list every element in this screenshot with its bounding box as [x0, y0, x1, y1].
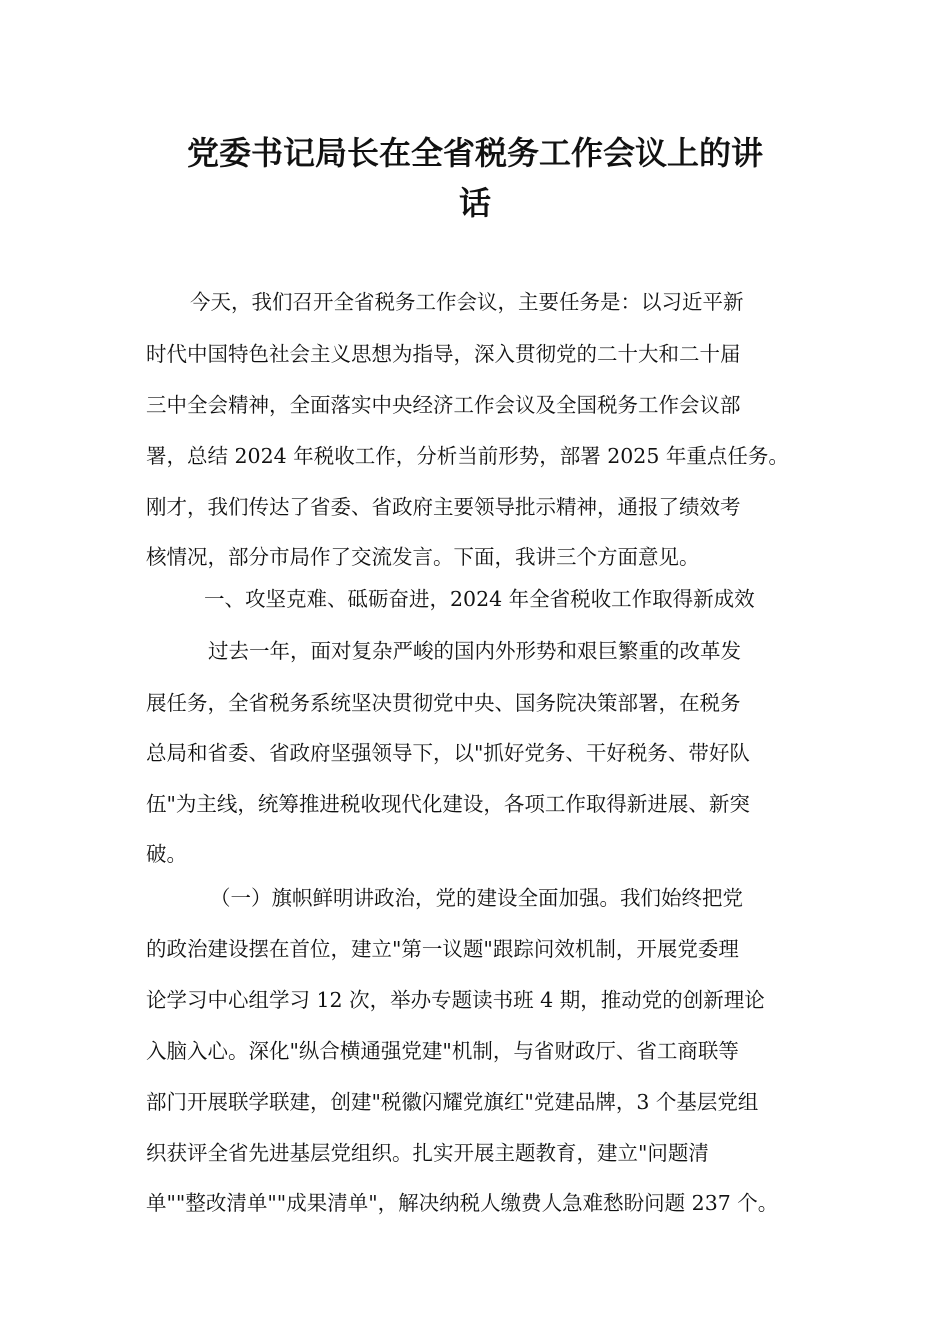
paragraph-line: 论学习中心组学习 12 次，举办专题读书班 4 期，推动党的创新理论	[146, 988, 765, 1012]
paragraph-line: 过去一年，面对复杂严峻的国内外形势和艰巨繁重的改革发	[208, 639, 741, 663]
paragraph-line: 伍"为主线，统筹推进税收现代化建设，各项工作取得新进展、新突	[146, 792, 750, 816]
title-line: 党委书记局长在全省税务工作会议上的讲	[186, 134, 763, 172]
paragraph-line: 破。	[146, 842, 187, 866]
paragraph-line: 署，总结 2024 年税收工作，分析当前形势，部署 2025 年重点任务。	[146, 444, 789, 468]
paragraph-line: 入脑入心。深化"纵合横通强党建"机制，与省财政厅、省工商联等	[146, 1039, 739, 1063]
document-title	[140, 128, 810, 228]
paragraph-line: 部门开展联学联建，创建"税徽闪耀党旗红"党建品牌，3 个基层党组	[146, 1090, 759, 1114]
section-heading: 一、攻坚克难、砥砺奋进，2024 年全省税收工作取得新成效	[204, 587, 755, 611]
paragraph-line: 的政治建设摆在首位，建立"第一议题"跟踪问效机制，开展党委理	[146, 937, 739, 961]
paragraph-line: 今天，我们召开全省税务工作会议，主要任务是：以习近平新	[190, 290, 744, 314]
paragraph-line: 时代中国特色社会主义思想为指导，深入贯彻党的二十大和二十届	[146, 342, 741, 366]
paragraph-line: 刚才，我们传达了省委、省政府主要领导批示精神，通报了绩效考	[146, 495, 741, 519]
paragraph-line: 三中全会精神，全面落实中央经济工作会议及全国税务工作会议部	[146, 393, 741, 417]
paragraph-line: 单""整改清单""成果清单"，解决纳税人缴费人急难愁盼问题 237 个。	[146, 1191, 779, 1215]
paragraph-line: 展任务，全省税务系统坚决贯彻党中央、国务院决策部署，在税务	[146, 691, 741, 715]
paragraph-line: 总局和省委、省政府坚强领导下，以"抓好党务、干好税务、带好队	[146, 741, 750, 765]
paragraph-line: 核情况，部分市局作了交流发言。下面，我讲三个方面意见。	[146, 545, 700, 569]
paragraph-line: （一）旗帜鲜明讲政治，党的建设全面加强。我们始终把党	[210, 886, 743, 910]
title-line: 话	[458, 184, 491, 222]
paragraph-line: 织获评全省先进基层党组织。扎实开展主题教育，建立"问题清	[146, 1141, 709, 1165]
